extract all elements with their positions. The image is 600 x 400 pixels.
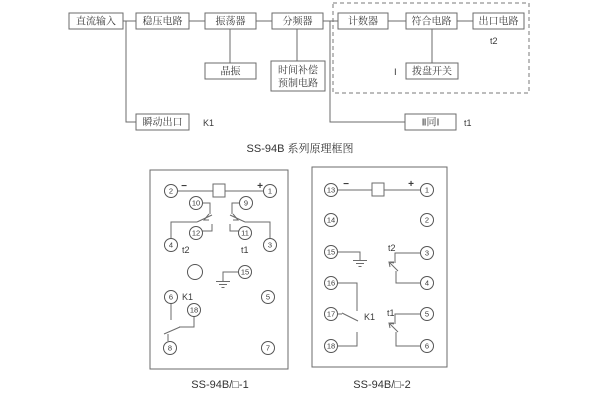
terminal-number: 1: [267, 186, 273, 196]
terminal-number: 16: [326, 278, 336, 288]
terminal-3: [264, 239, 277, 252]
terminal-number: 14: [326, 215, 336, 225]
terminal-5: [262, 291, 275, 304]
terminal-number: 2: [168, 186, 174, 196]
terminal-number: 1: [424, 185, 430, 195]
block-time-compensation-label-1: 时间补偿: [278, 65, 318, 77]
label-k1: K1: [182, 292, 194, 302]
terminal-number: 3: [424, 248, 430, 258]
block-diagram-caption: SS-94B 系列原理框图: [246, 143, 354, 155]
terminal-14: [325, 214, 338, 227]
label-t1: t1: [241, 245, 249, 255]
block-crystal-label: 晶振: [220, 66, 241, 78]
block-coincidence: [406, 13, 457, 29]
terminal-number: 18: [326, 341, 336, 351]
terminal-number: 10: [191, 198, 201, 208]
component-box: [372, 183, 384, 196]
terminal-number: 2: [424, 215, 430, 225]
terminal-13: [325, 184, 338, 197]
block-regulator-label: 稳压电路: [142, 16, 183, 28]
plus-sign: +: [257, 181, 263, 192]
terminal-3: [421, 247, 434, 260]
terminal-number: 4: [424, 278, 430, 288]
minus-sign: −: [181, 181, 187, 192]
terminal-17: [325, 308, 338, 321]
terminal-12: [190, 227, 203, 240]
block-divider: [272, 13, 323, 29]
terminal-number: 5: [265, 292, 271, 302]
terminal-number: 13: [326, 185, 336, 195]
wire: [126, 21, 136, 122]
terminal-number: 12: [191, 228, 201, 238]
terminal-number: 5: [424, 309, 430, 319]
block-crystal: [205, 63, 256, 79]
block-instant-output: [136, 114, 189, 130]
terminal-number: 6: [168, 292, 174, 302]
terminal-7: [262, 342, 275, 355]
label-t2: t2: [490, 36, 498, 46]
terminal-4: [421, 277, 434, 290]
terminal-10: [190, 197, 203, 210]
terminal-number: 9: [243, 198, 249, 208]
terminal-15: [239, 266, 252, 279]
block-counter-label: 计数器: [348, 16, 378, 28]
plus-sign: +: [408, 179, 414, 190]
terminal-number: 11: [241, 228, 249, 238]
label-k1: K1: [203, 118, 215, 128]
block-group2-label: Ⅱ同Ⅰ: [421, 117, 440, 129]
block-time-compensation-label-2: 预制电路: [278, 78, 318, 90]
terminal-2: [165, 185, 178, 198]
terminal-number: 3: [267, 240, 273, 250]
terminal-18: [188, 304, 201, 317]
block-instant-output-label: 瞬动出口: [142, 117, 183, 129]
component-box: [213, 184, 225, 197]
block-time-compensation: [271, 61, 325, 91]
block-dc-input-label: 直流输入: [76, 16, 116, 28]
terminal-number: 15: [240, 267, 250, 277]
block-oscillator: [205, 13, 256, 29]
terminal-5: [421, 308, 434, 321]
label-t1: t1: [464, 118, 472, 128]
block-coincidence-label: 符合电路: [411, 16, 452, 28]
terminal-1: [421, 184, 434, 197]
block-oscillator-label: 振荡器: [215, 16, 246, 28]
label-group1: Ⅰ: [394, 67, 397, 77]
block-divider-label: 分频器: [282, 16, 313, 28]
terminal-diagram-1-frame: [150, 170, 288, 369]
block-counter: [338, 13, 388, 29]
terminal-6: [165, 291, 178, 304]
terminal-9: [240, 197, 253, 210]
block-diagram: [69, 3, 529, 155]
label-k1: K1: [364, 312, 376, 322]
terminal-diagram-2-frame: [312, 167, 447, 367]
terminal-diagram-1-caption: SS-94B/□-1: [191, 379, 249, 391]
label-t2: t2: [182, 245, 190, 255]
terminal-diagram-2: [312, 167, 447, 391]
terminal-15: [325, 246, 338, 259]
terminal-diagram-2-caption: SS-94B/□-2: [353, 379, 411, 391]
terminal-number: 18: [189, 305, 199, 315]
terminal-2: [421, 214, 434, 227]
block-regulator: [136, 13, 189, 29]
terminal-11: [239, 227, 252, 240]
terminal-16: [325, 277, 338, 290]
terminal-number: 6: [424, 341, 430, 351]
terminal-6: [421, 340, 434, 353]
block-dial-switch-label: 拨盘开关: [412, 66, 452, 78]
minus-sign: −: [343, 179, 349, 190]
block-output: [473, 13, 524, 29]
terminal-number: 8: [167, 343, 173, 353]
terminal-number: 7: [265, 343, 271, 353]
block-dc-input: [69, 13, 123, 29]
label-t2: t2: [388, 243, 396, 253]
terminal-number: 17: [326, 309, 336, 319]
terminal-18: [325, 340, 338, 353]
label-t1: t1: [387, 308, 395, 318]
terminal-diagram-1: [150, 170, 288, 391]
unlabeled-terminal-circle: [188, 265, 203, 280]
terminal-4: [165, 239, 178, 252]
terminal-8: [164, 342, 177, 355]
terminal-number: 15: [326, 247, 336, 257]
terminal-1: [264, 185, 277, 198]
block-output-label: 出口电路: [478, 16, 519, 28]
block-dial-switch: [406, 63, 458, 79]
block-group2: [405, 114, 456, 130]
terminal-number: 4: [168, 240, 174, 250]
